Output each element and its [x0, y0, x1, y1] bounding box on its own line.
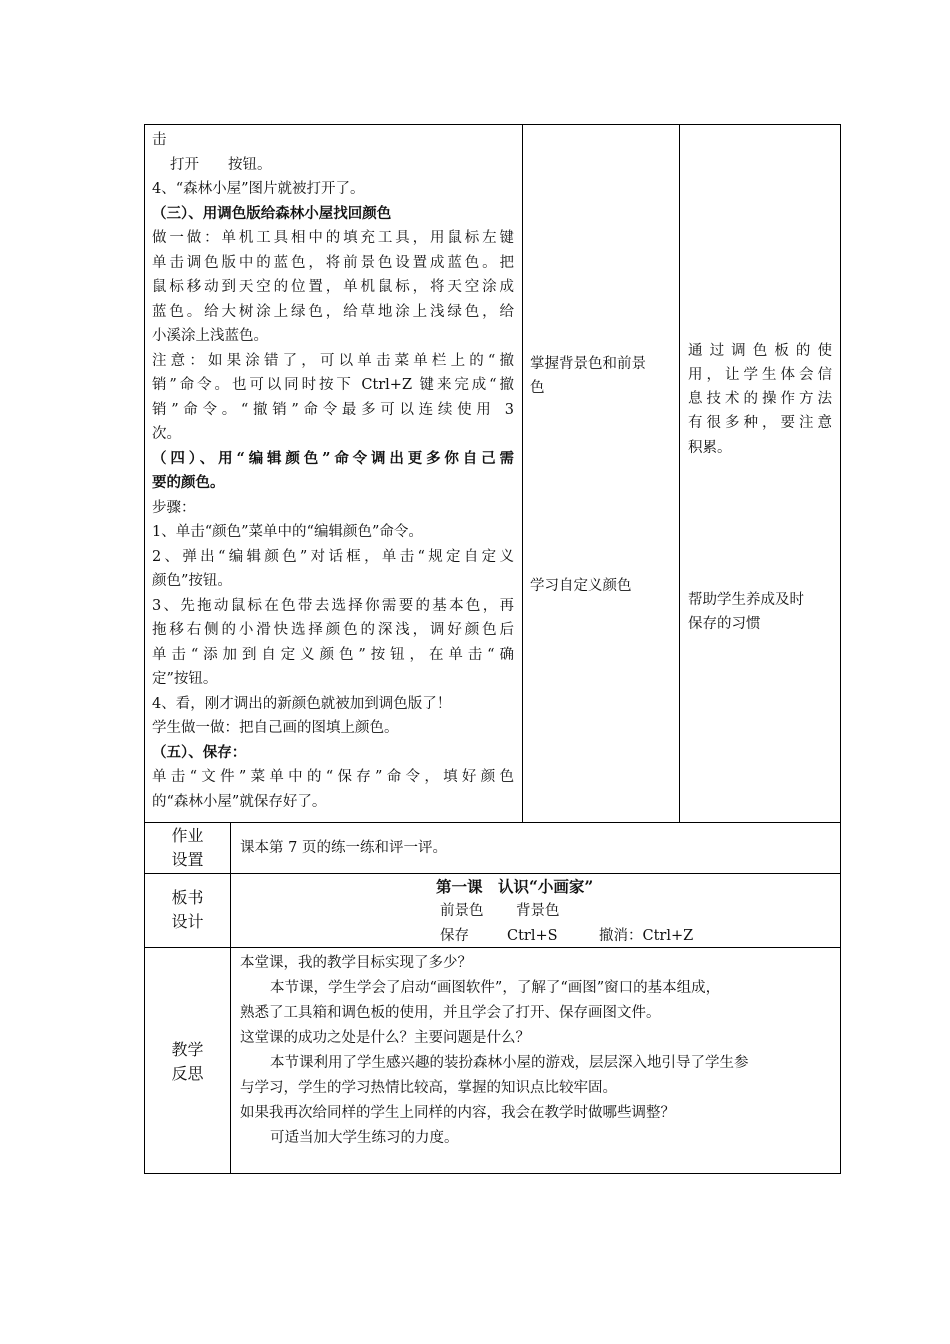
reflection-line: 熟悉了工具箱和调色板的使用，并且学会了打开、保存画图文件。: [240, 1005, 661, 1021]
board-label-line-2: 设计: [171, 912, 204, 931]
intent-item-1-line-3: 息技术的操作方法: [688, 391, 832, 407]
process-line: 步骤：: [152, 499, 196, 516]
intent-item-1-line-2: 用，让学生体会信: [688, 367, 832, 383]
reflection-label-line-1: 教学: [171, 1040, 204, 1059]
board-back-color: 背景色: [516, 903, 560, 919]
process-line: 2、弹出“编辑颜色”对话框，单击“规定自定义: [152, 548, 514, 565]
process-line: 注意：如果涂错了，可以单击菜单栏上的“撤: [152, 352, 514, 369]
process-line: 击: [152, 132, 167, 148]
process-line: 的“森林小屋”就保存好了。: [152, 793, 327, 810]
process-line: 学生做一做：把自己画的图填上颜色。: [152, 720, 399, 736]
student-item-1-line-2: 色: [530, 380, 545, 396]
table-border-right: [840, 124, 841, 1174]
intent-item-2-line-1: 帮助学生养成及时: [688, 592, 804, 608]
reflection-line: 本节课利用了学生感兴趣的装扮森林小屋的游戏，层层深入地引导了学生参: [270, 1055, 749, 1071]
process-line: 蓝色。给大树涂上绿色，给草地涂上浅绿色，给: [152, 303, 514, 320]
row-divider-homework: [144, 822, 841, 823]
reflection-line: 可适当加大学生练习的力度。: [270, 1130, 459, 1146]
reflection-line: 本堂课，我的教学目标实现了多少？: [240, 955, 472, 971]
process-line: 定”按钮。: [152, 671, 218, 687]
student-item-1-line-1: 掌握背景色和前景: [530, 356, 646, 372]
intent-item-1-line-5: 积累。: [688, 440, 732, 456]
reflection-line: 与学习，学生的学习热情比较高，掌握的知识点比较牢固。: [240, 1080, 617, 1096]
process-line: 3、先拖动鼠标在色带去选择你需要的基本色，再: [152, 597, 514, 614]
process-cell: [152, 128, 514, 818]
student-item-2-line-1: 学习自定义颜色: [530, 578, 632, 594]
process-line: 单击“文件”菜单中的“保存”命令，填好颜色: [152, 769, 514, 785]
homework-label: [145, 824, 230, 873]
col-divider-1: [522, 124, 523, 823]
board-label: [145, 886, 230, 936]
col-divider-2: [679, 124, 680, 823]
homework-content: 课本第 7 页的练一练和评一评。: [240, 840, 447, 856]
process-line: 做一做：单机工具相中的填充工具，用鼠标左键: [152, 230, 514, 246]
board-save-shortcut: Ctrl+S: [507, 928, 558, 944]
board-undo-shortcut: 撤消：Ctrl+Z: [599, 928, 694, 944]
table-border-top: [144, 124, 841, 125]
label-col-divider: [230, 822, 231, 1174]
board-save: 保存: [440, 928, 469, 944]
homework-label-line-1: 作业: [171, 826, 204, 845]
intent-item-2-line-2: 保存的习惯: [688, 616, 761, 632]
reflection-line: 这堂课的成功之处是什么？主要问题是什么？: [240, 1030, 530, 1046]
process-line: 单击调色版中的蓝色，将前景色设置成蓝色。把: [152, 254, 514, 271]
table-border-bottom: [144, 1173, 841, 1174]
process-line: 次。: [152, 426, 181, 442]
process-line: 4、“森林小屋”图片就被打开了。: [152, 181, 365, 197]
board-label-line-1: 板书: [171, 888, 204, 907]
process-line: 销”命令。也可以同时按下 Ctrl+Z 键来完成“撤: [152, 377, 514, 393]
process-line: （三）、用调色版给森林小屋找回颜色: [152, 204, 392, 222]
board-front-color: 前景色: [440, 903, 484, 919]
process-line: 小溪涂上浅蓝色。: [152, 328, 268, 344]
process-line: 鼠标移动到天空的位置，单机鼠标，将天空涂成: [152, 279, 514, 295]
board-title: 第一课 认识“小画家”: [436, 877, 594, 896]
row-divider-board: [144, 873, 841, 874]
homework-label-line-2: 设置: [171, 850, 204, 869]
process-line: 打开 按钮。: [170, 156, 272, 173]
process-line: 单击“添加到自定义颜色”按钮，在单击“确: [152, 646, 514, 663]
reflection-content: [240, 951, 832, 1161]
process-line: 1、单击“颜色”菜单中的“编辑颜色”命令。: [152, 524, 423, 540]
process-line: 销”命令。“撤销”命令最多可以连续使用 3: [152, 401, 514, 418]
process-line: 拖移右侧的小滑快选择颜色的深浅，调好颜色后: [152, 622, 514, 638]
process-line: （五）、保存：: [152, 743, 247, 761]
process-line: 要的颜色。: [152, 474, 225, 491]
reflection-line: 本节课，学生学会了启动“画图软件”，了解了“画图”窗口的基本组成，: [270, 980, 721, 996]
intent-item-1-line-1: 通过调色板的使: [688, 343, 832, 359]
process-line: 颜色”按钮。: [152, 573, 232, 589]
process-line: （四）、用“编辑颜色”命令调出更多你自己需: [152, 449, 514, 467]
student-cell: [530, 128, 672, 818]
reflection-label-line-2: 反思: [171, 1064, 204, 1083]
intent-cell: [688, 128, 832, 818]
table-border-left: [144, 124, 145, 1174]
process-line: 4、看，刚才调出的新颜色就被加到调色版了！: [152, 695, 452, 712]
reflection-label: [145, 1038, 230, 1088]
reflection-line: 如果我再次给同样的学生上同样的内容，我会在教学时做哪些调整？: [240, 1105, 675, 1121]
row-divider-reflection: [144, 947, 841, 948]
intent-item-1-line-4: 有很多种，要注意: [688, 415, 832, 431]
